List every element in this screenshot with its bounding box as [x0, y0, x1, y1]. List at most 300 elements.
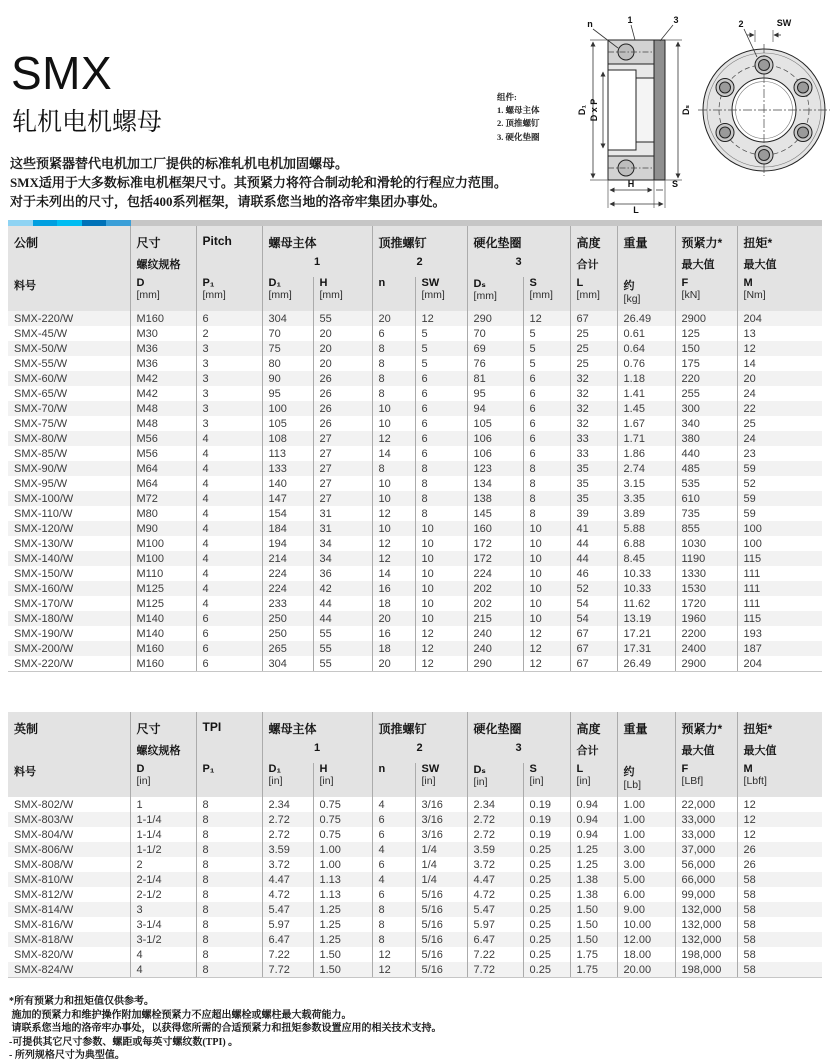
value-cell: M48 — [130, 416, 196, 431]
table-row — [8, 431, 822, 446]
value-cell: 204 — [737, 656, 822, 672]
dim-label-dxp: D x P — [589, 98, 599, 122]
value-cell: 3 — [196, 371, 262, 386]
col-header-P1: P₁ [mm] — [196, 277, 262, 311]
value-cell: 255 — [675, 386, 737, 401]
page-title: SMX — [11, 47, 113, 99]
value-cell: 12 — [372, 551, 415, 566]
col-group-washer: 硬化垫圈 — [467, 712, 570, 742]
value-cell: 26 — [737, 857, 822, 872]
part-number-cell: SMX-160/W — [14, 582, 74, 595]
part-number-cell: SMX-90/W — [14, 462, 68, 475]
value-cell: 58 — [737, 962, 822, 978]
components-heading: 组件: — [497, 92, 517, 102]
col-group-pitch: Pitch — [196, 226, 262, 256]
value-cell: 18 — [372, 641, 415, 656]
value-cell: 2-1/4 — [130, 872, 196, 887]
value-cell: 26 — [313, 401, 372, 416]
value-cell: 610 — [675, 491, 737, 506]
value-cell: 81 — [467, 371, 523, 386]
part-number-cell: SMX-170/W — [14, 597, 74, 610]
total-label: 合计 — [570, 256, 617, 277]
value-cell: 8 — [196, 947, 262, 962]
value-cell: 14 — [372, 566, 415, 581]
part-number-cell: SMX-220/W — [14, 312, 74, 325]
value-cell: 10 — [523, 581, 570, 596]
value-cell: 8 — [196, 812, 262, 827]
part-number-cell: SMX-180/W — [14, 612, 74, 625]
part-number-cell: SMX-50/W — [14, 342, 68, 355]
value-cell: 11.62 — [617, 596, 675, 611]
value-cell: 5 — [415, 341, 467, 356]
table-row — [8, 797, 822, 812]
value-cell: 58 — [737, 947, 822, 962]
value-cell: 4 — [130, 947, 196, 962]
value-cell: 12 — [523, 656, 570, 672]
value-cell: 0.25 — [523, 857, 570, 872]
value-cell: 26 — [313, 371, 372, 386]
table-row — [8, 506, 822, 521]
value-cell: 0.64 — [617, 341, 675, 356]
table-row — [8, 371, 822, 386]
part-number-cell: SMX-110/W — [14, 507, 73, 520]
table-row — [8, 917, 822, 932]
col-group-jack-screws: 顶推螺钉 — [372, 226, 467, 256]
value-cell: 1.00 — [617, 797, 675, 812]
value-cell: 18.00 — [617, 947, 675, 962]
value-cell: 32 — [570, 386, 617, 401]
part-number-cell: SMX-140/W — [14, 552, 74, 565]
value-cell: 36 — [313, 566, 372, 581]
col-header-Ds: Dₛ [mm] — [467, 277, 523, 311]
col-header-L: L [in] — [570, 763, 617, 797]
table-row — [8, 947, 822, 962]
value-cell: M140 — [130, 611, 196, 626]
table-row — [8, 446, 822, 461]
technical-drawing — [546, 14, 830, 214]
value-cell: 380 — [675, 431, 737, 446]
value-cell: 6 — [372, 827, 415, 842]
value-cell: 1-1/2 — [130, 842, 196, 857]
value-cell: 0.25 — [523, 962, 570, 978]
table-row — [8, 581, 822, 596]
value-cell: 133 — [262, 461, 313, 476]
value-cell: 3.59 — [262, 842, 313, 857]
col-group-tpi: TPI — [196, 712, 262, 742]
value-cell: 3.89 — [617, 506, 675, 521]
value-cell: 735 — [675, 506, 737, 521]
value-cell: 4 — [372, 842, 415, 857]
value-cell: 1-1/4 — [130, 812, 196, 827]
table-row — [8, 887, 822, 902]
value-cell: 125 — [675, 326, 737, 341]
value-cell: 46 — [570, 566, 617, 581]
front-view — [698, 18, 830, 176]
value-cell: 33 — [570, 431, 617, 446]
value-cell: 8 — [196, 902, 262, 917]
value-cell: 23 — [737, 446, 822, 461]
value-cell: 12 — [415, 626, 467, 641]
dim-label-d1: D₁ — [577, 104, 587, 116]
value-cell: 0.75 — [313, 812, 372, 827]
value-cell: 20 — [372, 611, 415, 626]
value-cell: 52 — [570, 581, 617, 596]
value-cell: 70 — [262, 326, 313, 341]
table-row — [8, 416, 822, 431]
value-cell: 304 — [262, 656, 313, 672]
value-cell: 290 — [467, 656, 523, 672]
value-cell: 58 — [737, 887, 822, 902]
value-cell: 108 — [262, 431, 313, 446]
value-cell: 95 — [262, 386, 313, 401]
col-group-washer: 硬化垫圈 — [467, 226, 570, 256]
value-cell: 10 — [415, 521, 467, 536]
table-row — [8, 842, 822, 857]
value-cell: 4 — [196, 581, 262, 596]
group-number-1: 1 — [262, 256, 372, 277]
value-cell: 2-1/2 — [130, 887, 196, 902]
value-cell: 1.00 — [617, 827, 675, 842]
value-cell: 3.00 — [617, 857, 675, 872]
value-cell: 111 — [737, 596, 822, 611]
value-cell: 55 — [313, 311, 372, 326]
value-cell: 20 — [313, 326, 372, 341]
value-cell: 5/16 — [415, 932, 467, 947]
value-cell: 12 — [737, 827, 822, 842]
value-cell: 12 — [523, 311, 570, 326]
value-cell: M36 — [130, 341, 196, 356]
table-row — [8, 311, 822, 326]
max-label: 最大值 — [737, 742, 822, 763]
value-cell: 1.71 — [617, 431, 675, 446]
value-cell: 115 — [737, 611, 822, 626]
col-header-SW: SW [mm] — [415, 277, 467, 311]
value-cell: 10.33 — [617, 581, 675, 596]
value-cell: 0.25 — [523, 887, 570, 902]
value-cell: 8 — [196, 917, 262, 932]
value-cell: 1.25 — [313, 932, 372, 947]
value-cell: 0.25 — [523, 932, 570, 947]
value-cell: 1.86 — [617, 446, 675, 461]
value-cell: 172 — [467, 551, 523, 566]
value-cell: 55 — [313, 626, 372, 641]
value-cell: 1/4 — [415, 857, 467, 872]
value-cell: 198,000 — [675, 947, 737, 962]
value-cell: 7.22 — [467, 947, 523, 962]
value-cell: 0.75 — [313, 827, 372, 842]
description-line: 这些预紧器替代电机加工厂提供的标准轧机电机加固螺母。 — [10, 156, 349, 171]
component-item: 1. 螺母主体 — [497, 105, 540, 116]
value-cell: 0.61 — [617, 326, 675, 341]
value-cell: 67 — [570, 311, 617, 326]
table-row — [8, 827, 822, 842]
value-cell: 22,000 — [675, 797, 737, 812]
value-cell: 3/16 — [415, 812, 467, 827]
table-row — [8, 857, 822, 872]
value-cell: 106 — [467, 446, 523, 461]
value-cell: M64 — [130, 461, 196, 476]
value-cell: 1.25 — [313, 902, 372, 917]
value-cell: 132,000 — [675, 932, 737, 947]
value-cell: M100 — [130, 536, 196, 551]
value-cell: 111 — [737, 581, 822, 596]
table-row — [8, 521, 822, 536]
value-cell: 33,000 — [675, 812, 737, 827]
table-row — [8, 641, 822, 656]
value-cell: 6 — [372, 887, 415, 902]
value-cell: 105 — [467, 416, 523, 431]
value-cell: 8 — [372, 356, 415, 371]
table-row — [8, 356, 822, 371]
value-cell: 80 — [262, 356, 313, 371]
part-number-cell: SMX-130/W — [14, 537, 74, 550]
col-header-SW: SW [in] — [415, 763, 467, 797]
table-row — [8, 902, 822, 917]
value-cell: 10 — [415, 551, 467, 566]
value-cell: 202 — [467, 581, 523, 596]
value-cell: 3 — [196, 401, 262, 416]
value-cell: 8 — [196, 797, 262, 812]
dim-label-l: L — [633, 205, 639, 214]
value-cell: 25 — [737, 416, 822, 431]
value-cell: 34 — [313, 551, 372, 566]
footnote-line: 请联系您当地的洛帝牢办事处，以获得您所需的合适预紧力和扭矩参数设置应用的相关技术支持。 — [9, 1023, 442, 1034]
value-cell: 54 — [570, 596, 617, 611]
value-cell: 5 — [415, 356, 467, 371]
value-cell: 855 — [675, 521, 737, 536]
part-number-cell: SMX-220/W — [8, 656, 130, 672]
value-cell: 6 — [372, 857, 415, 872]
value-cell: M56 — [130, 446, 196, 461]
value-cell: 8 — [196, 962, 262, 978]
part-number-cell: SMX-100/W — [14, 492, 74, 505]
value-cell: 4.47 — [262, 872, 313, 887]
value-cell: 5.00 — [617, 872, 675, 887]
value-cell: 2.74 — [617, 461, 675, 476]
value-cell: 7.72 — [262, 962, 313, 978]
value-cell: 8.45 — [617, 551, 675, 566]
value-cell: 0.25 — [523, 947, 570, 962]
table-row — [8, 932, 822, 947]
value-cell: 4 — [196, 566, 262, 581]
value-cell: 204 — [737, 311, 822, 326]
value-cell: 59 — [737, 506, 822, 521]
value-cell: 59 — [737, 491, 822, 506]
value-cell: 10 — [523, 566, 570, 581]
footnote-line: - 所列规格尺寸为典型值。 — [9, 1050, 125, 1061]
value-cell: 8 — [523, 506, 570, 521]
value-cell: M72 — [130, 491, 196, 506]
value-cell: 6 — [523, 401, 570, 416]
col-header-n: n — [372, 763, 415, 797]
dim-label-s: S — [671, 179, 679, 189]
col-header-L: L [mm] — [570, 277, 617, 311]
col-group-height: 高度 — [570, 226, 617, 256]
value-cell: 12 — [372, 962, 415, 978]
value-cell: 32 — [570, 371, 617, 386]
section-view — [577, 15, 691, 214]
col-group-preload: 预紧力* — [675, 226, 737, 256]
value-cell: 6 — [523, 446, 570, 461]
col-header-D: D [mm] — [130, 277, 196, 311]
value-cell: 12 — [737, 812, 822, 827]
value-cell: 58 — [737, 872, 822, 887]
footnotes — [9, 995, 442, 1063]
value-cell: 17.31 — [617, 641, 675, 656]
value-cell: 4.72 — [467, 887, 523, 902]
callout-body: 1 — [627, 15, 633, 25]
value-cell: 10 — [523, 551, 570, 566]
value-cell: M56 — [130, 431, 196, 446]
dim-label-ds: Dₛ — [681, 105, 691, 115]
part-number-cell: SMX-802/W — [14, 798, 74, 811]
value-cell: 1.50 — [570, 917, 617, 932]
value-cell: 0.94 — [570, 797, 617, 812]
value-cell: 42 — [313, 581, 372, 596]
part-number-cell: SMX-812/W — [14, 888, 74, 901]
table-row — [8, 536, 822, 551]
value-cell: 4 — [196, 446, 262, 461]
value-cell: 250 — [262, 626, 313, 641]
value-cell: 3/16 — [415, 827, 467, 842]
value-cell: 1.25 — [570, 857, 617, 872]
value-cell: 265 — [262, 641, 313, 656]
table-row — [8, 626, 822, 641]
part-number-cell: SMX-95/W — [14, 477, 68, 490]
value-cell: 8 — [196, 872, 262, 887]
value-cell: 70 — [467, 326, 523, 341]
value-cell: 6 — [523, 431, 570, 446]
value-cell: 12 — [372, 506, 415, 521]
part-number-cell: SMX-60/W — [14, 372, 68, 385]
value-cell: 16 — [372, 581, 415, 596]
value-cell: 55 — [313, 641, 372, 656]
value-cell: 1.50 — [570, 902, 617, 917]
value-cell: 0.75 — [313, 797, 372, 812]
value-cell: 140 — [262, 476, 313, 491]
value-cell: 1960 — [675, 611, 737, 626]
component-item: 2. 顶推螺钉 — [497, 118, 540, 129]
col-header-M: M [Lbft] — [737, 763, 822, 797]
col-group-height: 高度 — [570, 712, 617, 742]
value-cell: 123 — [467, 461, 523, 476]
value-cell: 187 — [737, 641, 822, 656]
value-cell: 6.47 — [467, 932, 523, 947]
value-cell: 6.47 — [262, 932, 313, 947]
value-cell: 31 — [313, 521, 372, 536]
value-cell: M160 — [130, 311, 196, 326]
metric-table — [8, 226, 822, 672]
value-cell: 1.50 — [313, 947, 372, 962]
system-label: 英制 — [8, 712, 130, 742]
group-number-3: 3 — [467, 742, 570, 763]
group-header-row — [8, 712, 822, 742]
value-cell: 8 — [196, 887, 262, 902]
col-group-jack-screws: 顶推螺钉 — [372, 712, 467, 742]
value-cell: 3 — [196, 416, 262, 431]
value-cell: 172 — [467, 536, 523, 551]
value-cell: 1/4 — [415, 842, 467, 857]
value-cell: M90 — [130, 521, 196, 536]
value-cell: 10 — [523, 596, 570, 611]
value-cell: 8 — [415, 476, 467, 491]
value-cell: 14 — [737, 356, 822, 371]
value-cell: 67 — [570, 626, 617, 641]
value-cell: M48 — [130, 401, 196, 416]
value-cell: 1720 — [675, 596, 737, 611]
value-cell: 58 — [737, 902, 822, 917]
value-cell: 340 — [675, 416, 737, 431]
group-number-1: 1 — [262, 742, 372, 763]
value-cell: 134 — [467, 476, 523, 491]
value-cell: 1.00 — [313, 842, 372, 857]
value-cell: 4 — [196, 596, 262, 611]
value-cell: 13 — [737, 326, 822, 341]
value-cell: 3.59 — [467, 842, 523, 857]
value-cell: 26 — [737, 842, 822, 857]
value-cell: 194 — [262, 536, 313, 551]
value-cell: 1190 — [675, 551, 737, 566]
thread-spec-label: 螺纹规格 — [130, 742, 196, 763]
col-header-S: S [in] — [523, 763, 570, 797]
value-cell: 6 — [372, 812, 415, 827]
value-cell: 69 — [467, 341, 523, 356]
value-cell: 440 — [675, 446, 737, 461]
value-cell: 0.76 — [617, 356, 675, 371]
value-cell: 26 — [313, 416, 372, 431]
value-cell: 100 — [737, 536, 822, 551]
value-cell: 6 — [415, 446, 467, 461]
value-cell: M42 — [130, 386, 196, 401]
part-number-cell: SMX-810/W — [14, 873, 74, 886]
value-cell: 6 — [196, 641, 262, 656]
value-cell: 6 — [196, 611, 262, 626]
table-row — [8, 566, 822, 581]
value-cell: 3.00 — [617, 842, 675, 857]
value-cell: 33,000 — [675, 827, 737, 842]
product-description — [10, 155, 507, 212]
value-cell: 44 — [313, 596, 372, 611]
value-cell: 10 — [372, 416, 415, 431]
value-cell: 12 — [415, 656, 467, 672]
value-cell: 2900 — [675, 311, 737, 326]
value-cell: 10.33 — [617, 566, 675, 581]
value-cell: 22 — [737, 401, 822, 416]
table-row — [8, 476, 822, 491]
col-header-weight: 约 [Lb] — [617, 763, 675, 797]
part-number-cell: SMX-820/W — [14, 948, 74, 961]
col-group-nut-body: 螺母主体 — [262, 712, 372, 742]
value-cell: M80 — [130, 506, 196, 521]
description-line: SMX适用于大多数标准电机框架尺寸。其预紧力将符合制动轮和滑轮的行程应力范围。 — [10, 174, 507, 190]
value-cell: 0.25 — [523, 872, 570, 887]
dim-label-h: H — [627, 179, 635, 189]
components-legend — [497, 91, 540, 144]
value-cell: 25 — [570, 341, 617, 356]
imperial-table — [8, 712, 822, 978]
value-cell: 5/16 — [415, 917, 467, 932]
value-cell: 52 — [737, 476, 822, 491]
part-number-cell: SMX-150/W — [14, 567, 74, 580]
part-number-header: 料号 — [8, 763, 130, 797]
value-cell: 1.13 — [313, 887, 372, 902]
value-cell: 18 — [372, 596, 415, 611]
value-cell: 24 — [737, 386, 822, 401]
value-cell: 113 — [262, 446, 313, 461]
dim-label-sw: SW — [776, 18, 792, 28]
value-cell: 12 — [415, 311, 467, 326]
col-header-n: n — [372, 277, 415, 311]
